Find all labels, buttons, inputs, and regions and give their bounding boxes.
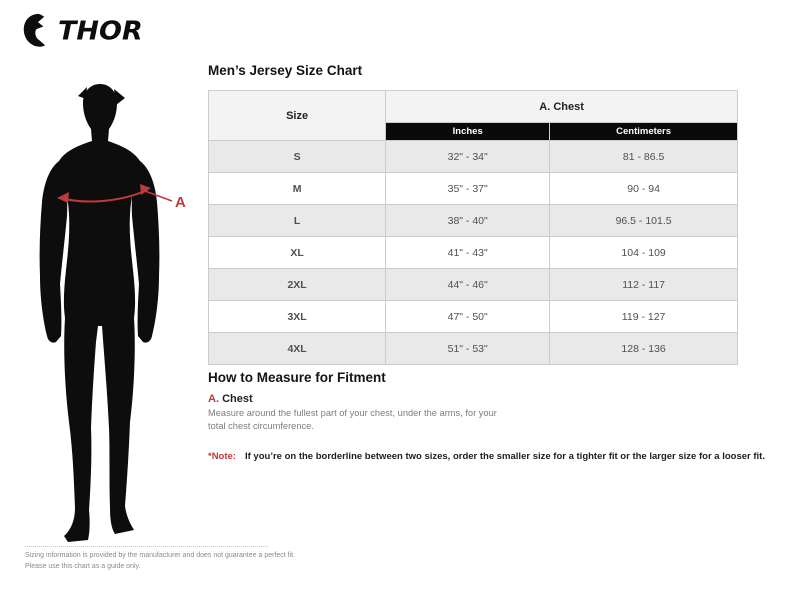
cell-inches: 32" - 34"	[386, 141, 550, 173]
cell-size: XL	[209, 237, 386, 269]
table-row	[209, 333, 738, 365]
cell-size: 4XL	[209, 333, 386, 365]
measurement-figure	[28, 84, 198, 550]
cell-cm: 104 - 109	[550, 237, 738, 269]
chest-measure-description: Measure around the fullest part of your chest, under the arms, for your total chest circumference.	[208, 408, 497, 432]
cell-size: M	[209, 173, 386, 205]
cell-size: S	[209, 141, 386, 173]
footer-line-1: Sizing information is provided by the manufacturer and does not guarantee a perfect fit.	[25, 552, 296, 559]
cell-size: 2XL	[209, 269, 386, 301]
fit-note	[208, 451, 765, 462]
footer-line-2: Please use this chart as a guide only.	[25, 562, 141, 570]
cell-size: L	[209, 205, 386, 237]
size-table	[208, 90, 738, 365]
chest-arrow-label: A	[175, 194, 186, 211]
page-title: Men’s Jersey Size Chart	[208, 63, 363, 78]
chest-label-name: Chest	[222, 393, 253, 405]
cell-cm: 90 - 94	[550, 173, 738, 205]
cell-size: 3XL	[209, 301, 386, 333]
cell-inches: 51" - 53"	[386, 333, 550, 365]
body-silhouette-graphic	[28, 84, 198, 550]
cell-inches: 38" - 40"	[386, 205, 550, 237]
col-header-centimeters: Centimeters	[550, 123, 738, 141]
cell-cm: 81 - 86.5	[550, 141, 738, 173]
table-row	[209, 141, 738, 173]
thor-helmet-icon	[22, 12, 54, 50]
col-header-inches: Inches	[386, 123, 550, 141]
cell-cm: 119 - 127	[550, 301, 738, 333]
table-row	[209, 205, 738, 237]
fit-note-label: *Note:	[208, 451, 236, 462]
chest-measure-label	[208, 393, 253, 405]
size-table-body	[209, 141, 738, 365]
cell-inches: 41" - 43"	[386, 237, 550, 269]
footer-divider	[25, 546, 268, 547]
brand-name: THOR	[58, 16, 143, 46]
fit-note-text: If you’re on the borderline between two sizes, order the smaller size for a tighter fit or the larger size for a looser fit.	[244, 451, 765, 462]
footer-disclaimer	[25, 546, 295, 572]
cell-cm: 128 - 136	[550, 333, 738, 365]
howto-heading: How to Measure for Fitment	[208, 370, 386, 385]
col-header-chest: A. Chest	[386, 91, 738, 123]
chest-label-letter: A.	[208, 393, 219, 405]
table-row	[209, 173, 738, 205]
table-row	[209, 269, 738, 301]
brand-logo	[22, 10, 143, 52]
cell-inches: 47" - 50"	[386, 301, 550, 333]
table-row	[209, 237, 738, 269]
cell-inches: 35" - 37"	[386, 173, 550, 205]
table-row	[209, 301, 738, 333]
cell-cm: 96.5 - 101.5	[550, 205, 738, 237]
cell-inches: 44" - 46"	[386, 269, 550, 301]
col-header-size: Size	[209, 91, 386, 141]
cell-cm: 112 - 117	[550, 269, 738, 301]
